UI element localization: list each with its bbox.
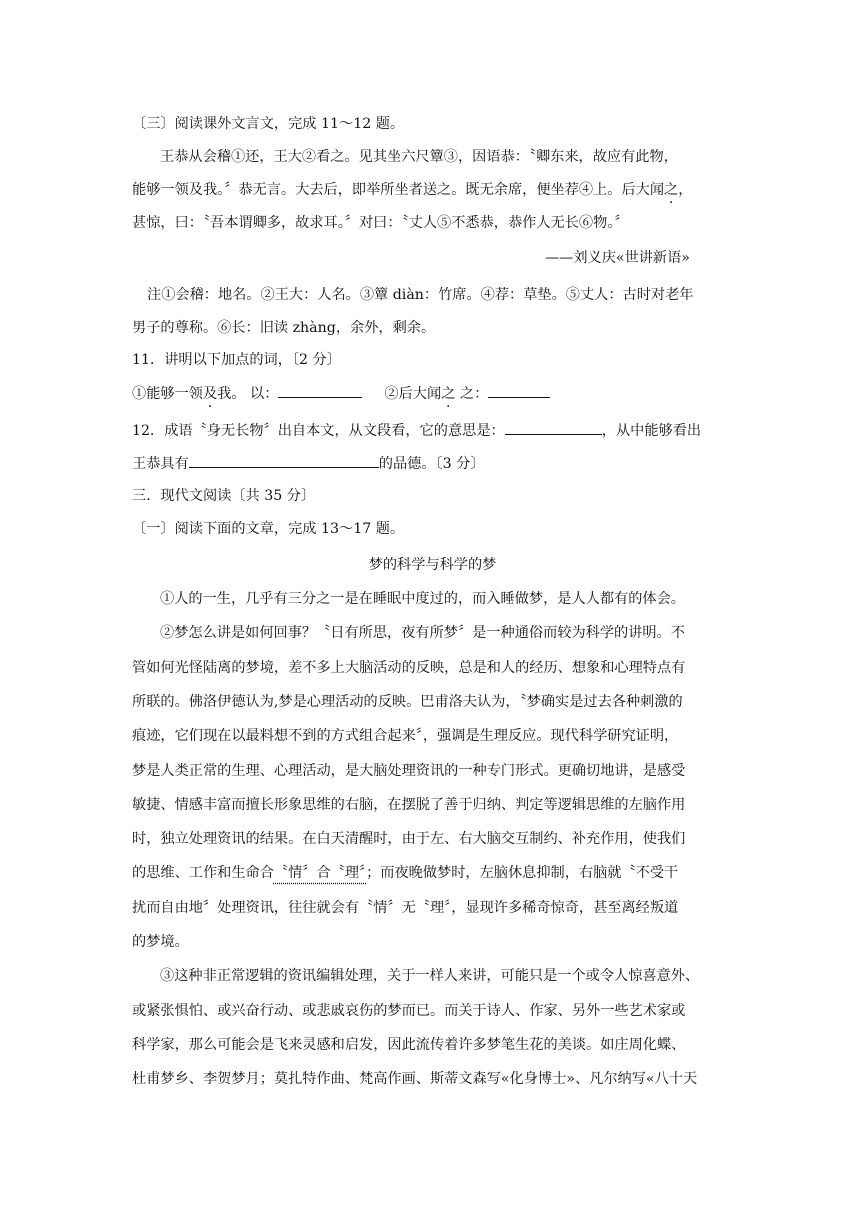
article-paragraph-line: 时，独立处理资讯的结果。在白天清醒时，由于左、右大脑交互制约、补充作用，使我们 (132, 831, 686, 847)
q12-text: 12．成语〝身无长物〞出自本文，从文段看，它的意思是： (132, 423, 505, 439)
passage-line: 甚惊，曰：〝吾本谓卿多，故求耳。〞对曰：〝丈人⑤不悉恭，恭作人无长⑥物。〞 (132, 215, 629, 231)
article-paragraph-line: 痕迹，它们现在以最料想不到的方式组合起来〞，强调是生理反应。现代科学研究证明， (132, 728, 679, 744)
notes-line: 男子的尊称。⑥长：旧读 zhàng，余外，剩余。 (132, 320, 436, 336)
question-11-items (132, 383, 732, 404)
article-paragraph-line: 或紧张惧怕、或兴奋行动、或悲戚哀伤的梦而已。而关于诗人、作家、另外一些艺术家或 (132, 1003, 686, 1019)
article-title: 梦的科学与科学的梦 (368, 557, 497, 573)
answer-blank[interactable] (488, 383, 550, 398)
article-paragraph-line: 科学家，那么可能会是飞来灵感和启发，因此流传着许多梦笔生花的美谈。如庄周化蝶、 (132, 1037, 686, 1053)
subsection-heading: 〔一〕阅读下面的文章，完成 13～17 题。 (132, 521, 405, 537)
q12-text: 的品德。〔3 分〕 (378, 456, 485, 472)
q11-item-b-text: 之： (455, 386, 489, 402)
answer-blank[interactable] (189, 453, 379, 468)
article-paragraph-line (132, 863, 732, 883)
article-paragraph-line: 的梦境。 (132, 934, 189, 950)
notes-line: 注①会稽：地名。②王大：人名。③簟 diàn：竹席。④荐：草垫。⑤丈人：古时对老年 (147, 287, 694, 303)
dotted-word: 之 (441, 386, 456, 402)
passage-text: 能够一领及我。〞恭无言。大去后，即举所坐者送之。既无余席，便坐荐④上。后大闻 (132, 182, 665, 198)
dotted-word: 之 (664, 182, 679, 198)
dotted-word: 及 (202, 386, 218, 402)
article-paragraph-line: 管如何光怪陆离的梦境，差不多上大脑活动的反映，总是和人的经历、想象和心理特点有 (132, 660, 686, 676)
article-paragraph-line: ③这种非正常逻辑的资讯编辑处理，关于一样人来讲，可能只是一个或令人惊喜意外、 (160, 968, 700, 984)
article-paragraph-line: ②梦怎么讲是如何回事？〝日有所思，夜有所梦〞是一种通俗而较为科学的讲明。不 (160, 625, 685, 641)
question-12-line (132, 453, 732, 474)
article-paragraph-line: 梦是人类正常的生理、心理活动，是大脑处理资讯的一种专门形式。更确切地讲，是感受 (132, 763, 686, 779)
section-heading-classical: 〔三〕阅读课外文言文，完成 11～12 题。 (132, 116, 405, 132)
passage-line: 王恭从会稽①还，王大②看之。见其坐六尺簟③，因语恭：〝卿东来，故应有此物， (160, 149, 678, 165)
passage-text: ， (678, 182, 693, 198)
q12-text: ，从中能够看出 (601, 423, 702, 439)
section-heading-modern: 三．现代文阅读〔共 35 分〕 (132, 488, 316, 504)
passage-line (132, 180, 732, 200)
article-paragraph-line: ①人的一生，几乎有三分之一是在睡眠中度过的，而入睡做梦，是人人都有的体会。 (160, 591, 685, 607)
article-paragraph-line: 扰而自由地〞处理资讯，往往就会有〝情〞无〝理〞，显现许多稀奇惊奇，甚至离经叛道 (132, 900, 679, 916)
dotted-phrase: 〝情〞合〝理〞 (273, 865, 367, 881)
q11-item-a-text: ①能够一领 (132, 386, 203, 402)
q12-text: 王恭具有 (132, 456, 189, 472)
answer-blank[interactable] (278, 383, 362, 398)
passage-source: ——刘义庆«世讲新语» (544, 250, 690, 266)
question-11-stem: 11．讲明以下加点的词，〔2 分〕 (132, 352, 341, 368)
article-text: 的思维、工作和生命合 (132, 865, 274, 881)
q11-item-a-text: 我。 以： (217, 386, 279, 402)
article-paragraph-line: 敏捷、情感丰富而擅长形象思维的右脑，在摆脱了善于归纳、判定等逻辑思维的左脑作用 (132, 797, 686, 813)
article-text: ；而夜晚做梦时，左脑休息抑制，右脑就〝不受干 (366, 865, 679, 881)
q11-item-b-text: ②后大闻 (384, 386, 442, 402)
article-paragraph-line: 所联的。佛洛伊德认为,梦是心理活动的反映。巴甫洛夫认为，〝梦确实是过去各种刺激的 (132, 694, 683, 710)
question-12-line (132, 420, 732, 441)
article-paragraph-line: 杜甫梦乡、李贺梦月；莫扎特作曲、梵高作画、斯蒂文森写«化身博士»、凡尔纳写«八十天 (132, 1071, 698, 1087)
answer-blank[interactable] (505, 420, 602, 435)
